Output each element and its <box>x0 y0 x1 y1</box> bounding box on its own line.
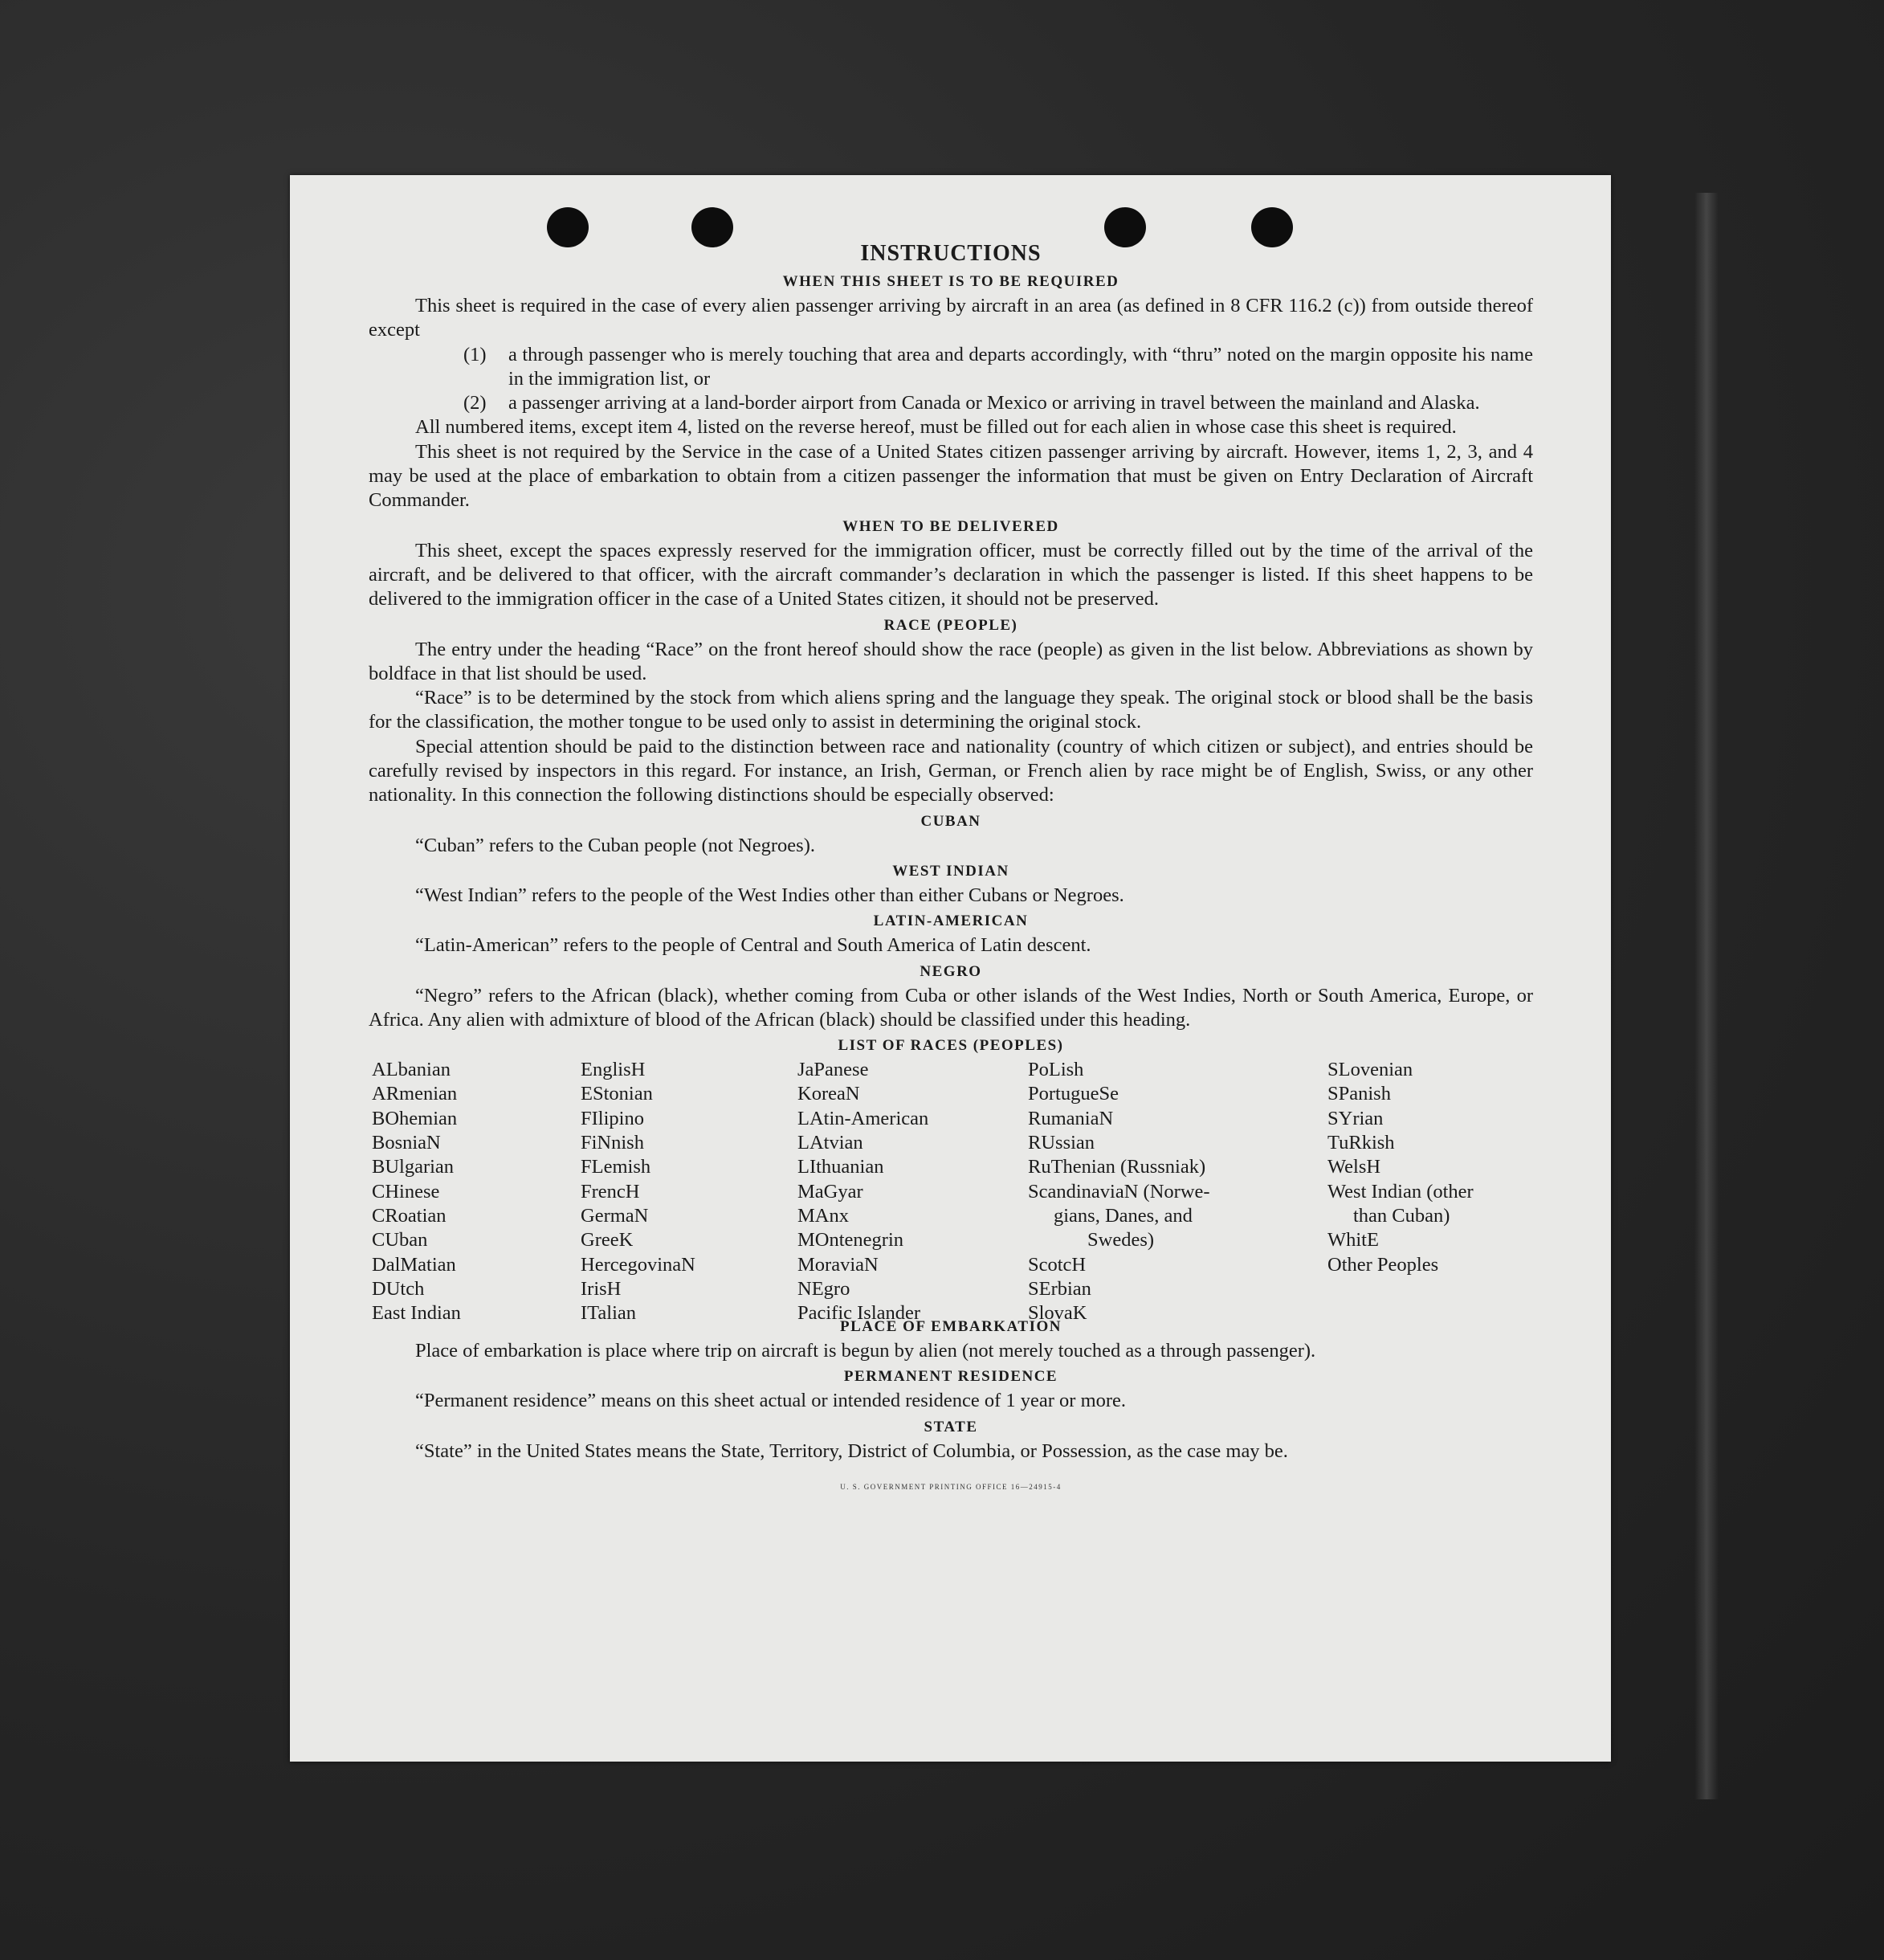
race-entry: SPanish <box>1327 1083 1391 1105</box>
race-entry: LAtin-American <box>797 1107 929 1129</box>
race-column <box>1028 1058 1210 1325</box>
item-text: a passenger arriving at a land-border airport from Canada or Mexico or arriving in travel between the mainland and Alaska. <box>508 392 1480 414</box>
race-entry: TuRkish <box>1327 1132 1395 1154</box>
embarkation-text: Place of embarkation is place where trip on aircraft is begun by alien (not merely touched as a through passenger). <box>415 1340 1316 1362</box>
cuban-text: “Cuban” refers to the Cuban people (not Negroes). <box>415 834 815 856</box>
race-para-3: Special attention should be paid to the distinction between race and nationality (country of which citizen or subject), and entries should be carefully revised by inspectors in this regard. For instance, an Irish, German, or French alien by race might be of English, Swiss, or any other nationality. In this connection the following distinctions should be especially observed: <box>369 735 1533 806</box>
race-entry: MaGyar <box>797 1180 863 1203</box>
required-para-2: All numbered items, except item 4, listed on the reverse hereof, must be filled out for each alien in whose case this sheet is required. <box>415 416 1457 439</box>
race-entry: CUban <box>372 1229 428 1252</box>
race-entry: KoreaN <box>797 1083 860 1105</box>
race-column <box>1327 1058 1474 1277</box>
race-entry: ScandinaviaN (Norwe- <box>1028 1180 1210 1203</box>
sheet-content <box>369 239 1533 1499</box>
west-indian-text: “West Indian” refers to the people of the West Indies other than either Cubans or Negroes. <box>415 884 1124 906</box>
item-text: a through passenger who is merely touching that area and departs accordingly, with “thru” noted on the margin opposite his name in the immigration list, or <box>508 343 1533 390</box>
race-entry: IrisH <box>581 1277 622 1300</box>
race-list <box>369 1058 1533 1325</box>
race-entry: HercegovinaN <box>581 1253 695 1276</box>
race-entry: ITalian <box>581 1302 637 1325</box>
race-entry: FLemish <box>581 1156 651 1178</box>
race-entry: MOntenegrin <box>797 1229 903 1252</box>
race-entry: SYrian <box>1327 1107 1384 1129</box>
race-entry: BOhemian <box>372 1107 458 1129</box>
negro-text: “Negro” refers to the African (black), whether coming from Cuba or other islands of the West Indies, North or South America, Europe, or Africa. Any alien with admixture of blood of the African (black) should be classified under this heading. <box>369 984 1533 1031</box>
required-intro: This sheet is required in the case of every alien passenger arriving by aircraft in an area (as defined in 8 CFR 116.2 (c)) from outside thereof except <box>369 295 1533 341</box>
heading-race: RACE (PEOPLE) <box>883 616 1018 634</box>
race-entry: gians, Danes, and <box>1054 1204 1193 1227</box>
race-entry: CHinese <box>372 1180 440 1203</box>
required-para-3: This sheet is not required by the Service in the case of a United States citizen passenger arriving by aircraft. However, items 1, 2, 3, and 4 may be used at the place of embarkation to obtain from a citizen passenger the information that must be given on Entry Declaration of Aircraft Commander. <box>369 440 1533 512</box>
residence-text: “Permanent residence” means on this sheet actual or intended residence of 1 year or more. <box>415 1390 1127 1412</box>
exception-item-2 <box>369 391 1533 415</box>
race-entry: West Indian (other <box>1327 1180 1474 1203</box>
heading-latin-american: LATIN-AMERICAN <box>873 913 1029 930</box>
race-entry: EnglisH <box>581 1059 646 1081</box>
race-entry: GreeK <box>581 1229 634 1252</box>
race-entry: FiNnish <box>581 1132 644 1154</box>
exception-item-1 <box>369 343 1533 392</box>
race-entry: DalMatian <box>372 1253 456 1276</box>
heading-when-delivered: WHEN TO BE DELIVERED <box>842 517 1059 535</box>
heading-embarkation: PLACE OF EMBARKATION <box>840 1318 1062 1336</box>
race-entry: ScotcH <box>1028 1253 1087 1276</box>
race-para-2: “Race” is to be determined by the stock from which aliens spring and the language they speak. The original stock or blood shall be the basis for the classification, the mother tongue to be used only to assist in determining the original stock. <box>369 687 1533 733</box>
heading-west-indian: WEST INDIAN <box>892 862 1009 880</box>
heading-when-required: WHEN THIS SHEET IS TO BE REQUIRED <box>782 273 1119 290</box>
race-entry: DUtch <box>372 1277 425 1300</box>
item-number: (2) <box>463 392 487 414</box>
race-entry: RuThenian (Russniak) <box>1028 1156 1206 1178</box>
film-streak <box>1694 193 1719 1799</box>
race-entry: LAtvian <box>797 1132 863 1154</box>
race-entry: MoraviaN <box>797 1253 879 1276</box>
heading-residence: PERMANENT RESIDENCE <box>843 1368 1058 1386</box>
heading-list-of-races: LIST OF RACES (PEOPLES) <box>838 1037 1064 1055</box>
race-entry: ARmenian <box>372 1083 458 1105</box>
race-entry: CRoatian <box>372 1204 447 1227</box>
race-entry: RumaniaN <box>1028 1107 1114 1129</box>
race-entry: Other Peoples <box>1327 1253 1439 1276</box>
race-entry: WelsH <box>1327 1156 1381 1178</box>
race-column <box>581 1058 695 1325</box>
race-entry: ALbanian <box>372 1059 451 1081</box>
latin-american-text: “Latin-American” refers to the people of Central and South America of Latin descent. <box>415 934 1091 957</box>
race-entry: BUlgarian <box>372 1156 455 1178</box>
race-entry: EStonian <box>581 1083 653 1105</box>
race-entry: FIlipino <box>581 1107 644 1129</box>
race-entry: SlovaK <box>1028 1302 1087 1325</box>
race-entry: than Cuban) <box>1353 1204 1450 1227</box>
race-entry: SErbian <box>1028 1277 1091 1300</box>
state-text: “State” in the United States means the State, Territory, District of Columbia, or Possession, as the case may be. <box>415 1439 1288 1462</box>
race-column <box>372 1058 461 1325</box>
heading-cuban: CUBAN <box>920 812 981 830</box>
race-entry: Pacific Islander <box>797 1302 921 1325</box>
race-entry: GermaN <box>581 1204 649 1227</box>
delivered-text: This sheet, except the spaces expressly reserved for the immigration officer, must be correctly filled out by the time of the arrival of the aircraft, and be delivered to that officer, with the aircraft commander’s declaration in which the passenger is listed. If this sheet happens to be delivered to the immigration officer in the case of a United States citizen, it should not be preserved. <box>369 539 1533 610</box>
race-entry: JaPanese <box>797 1059 869 1081</box>
race-entry: Swedes) <box>1087 1229 1155 1252</box>
printer-imprint: U. S. GOVERNMENT PRINTING OFFICE 16—24915-4 <box>840 1483 1062 1492</box>
race-entry: SLovenian <box>1327 1059 1413 1081</box>
race-entry: East Indian <box>372 1302 461 1325</box>
race-entry: RUssian <box>1028 1132 1095 1154</box>
item-number: (1) <box>463 343 487 365</box>
race-para-1: The entry under the heading “Race” on the front hereof should show the race (people) as given in the list below. Abbreviations as shown by boldface in that list should be used. <box>369 638 1533 684</box>
race-entry: LIthuanian <box>797 1156 884 1178</box>
race-entry: NEgro <box>797 1277 850 1300</box>
instruction-sheet <box>290 175 1611 1762</box>
race-entry: MAnx <box>797 1204 849 1227</box>
race-column <box>797 1058 928 1325</box>
race-entry: FrencH <box>581 1180 640 1203</box>
page-title: INSTRUCTIONS <box>860 241 1042 266</box>
race-entry: BosniaN <box>372 1132 441 1154</box>
race-entry: PortugueSe <box>1028 1083 1119 1105</box>
race-entry: PoLish <box>1028 1059 1084 1081</box>
heading-state: STATE <box>924 1418 978 1435</box>
race-entry: WhitE <box>1327 1229 1379 1252</box>
heading-negro: NEGRO <box>920 962 982 980</box>
